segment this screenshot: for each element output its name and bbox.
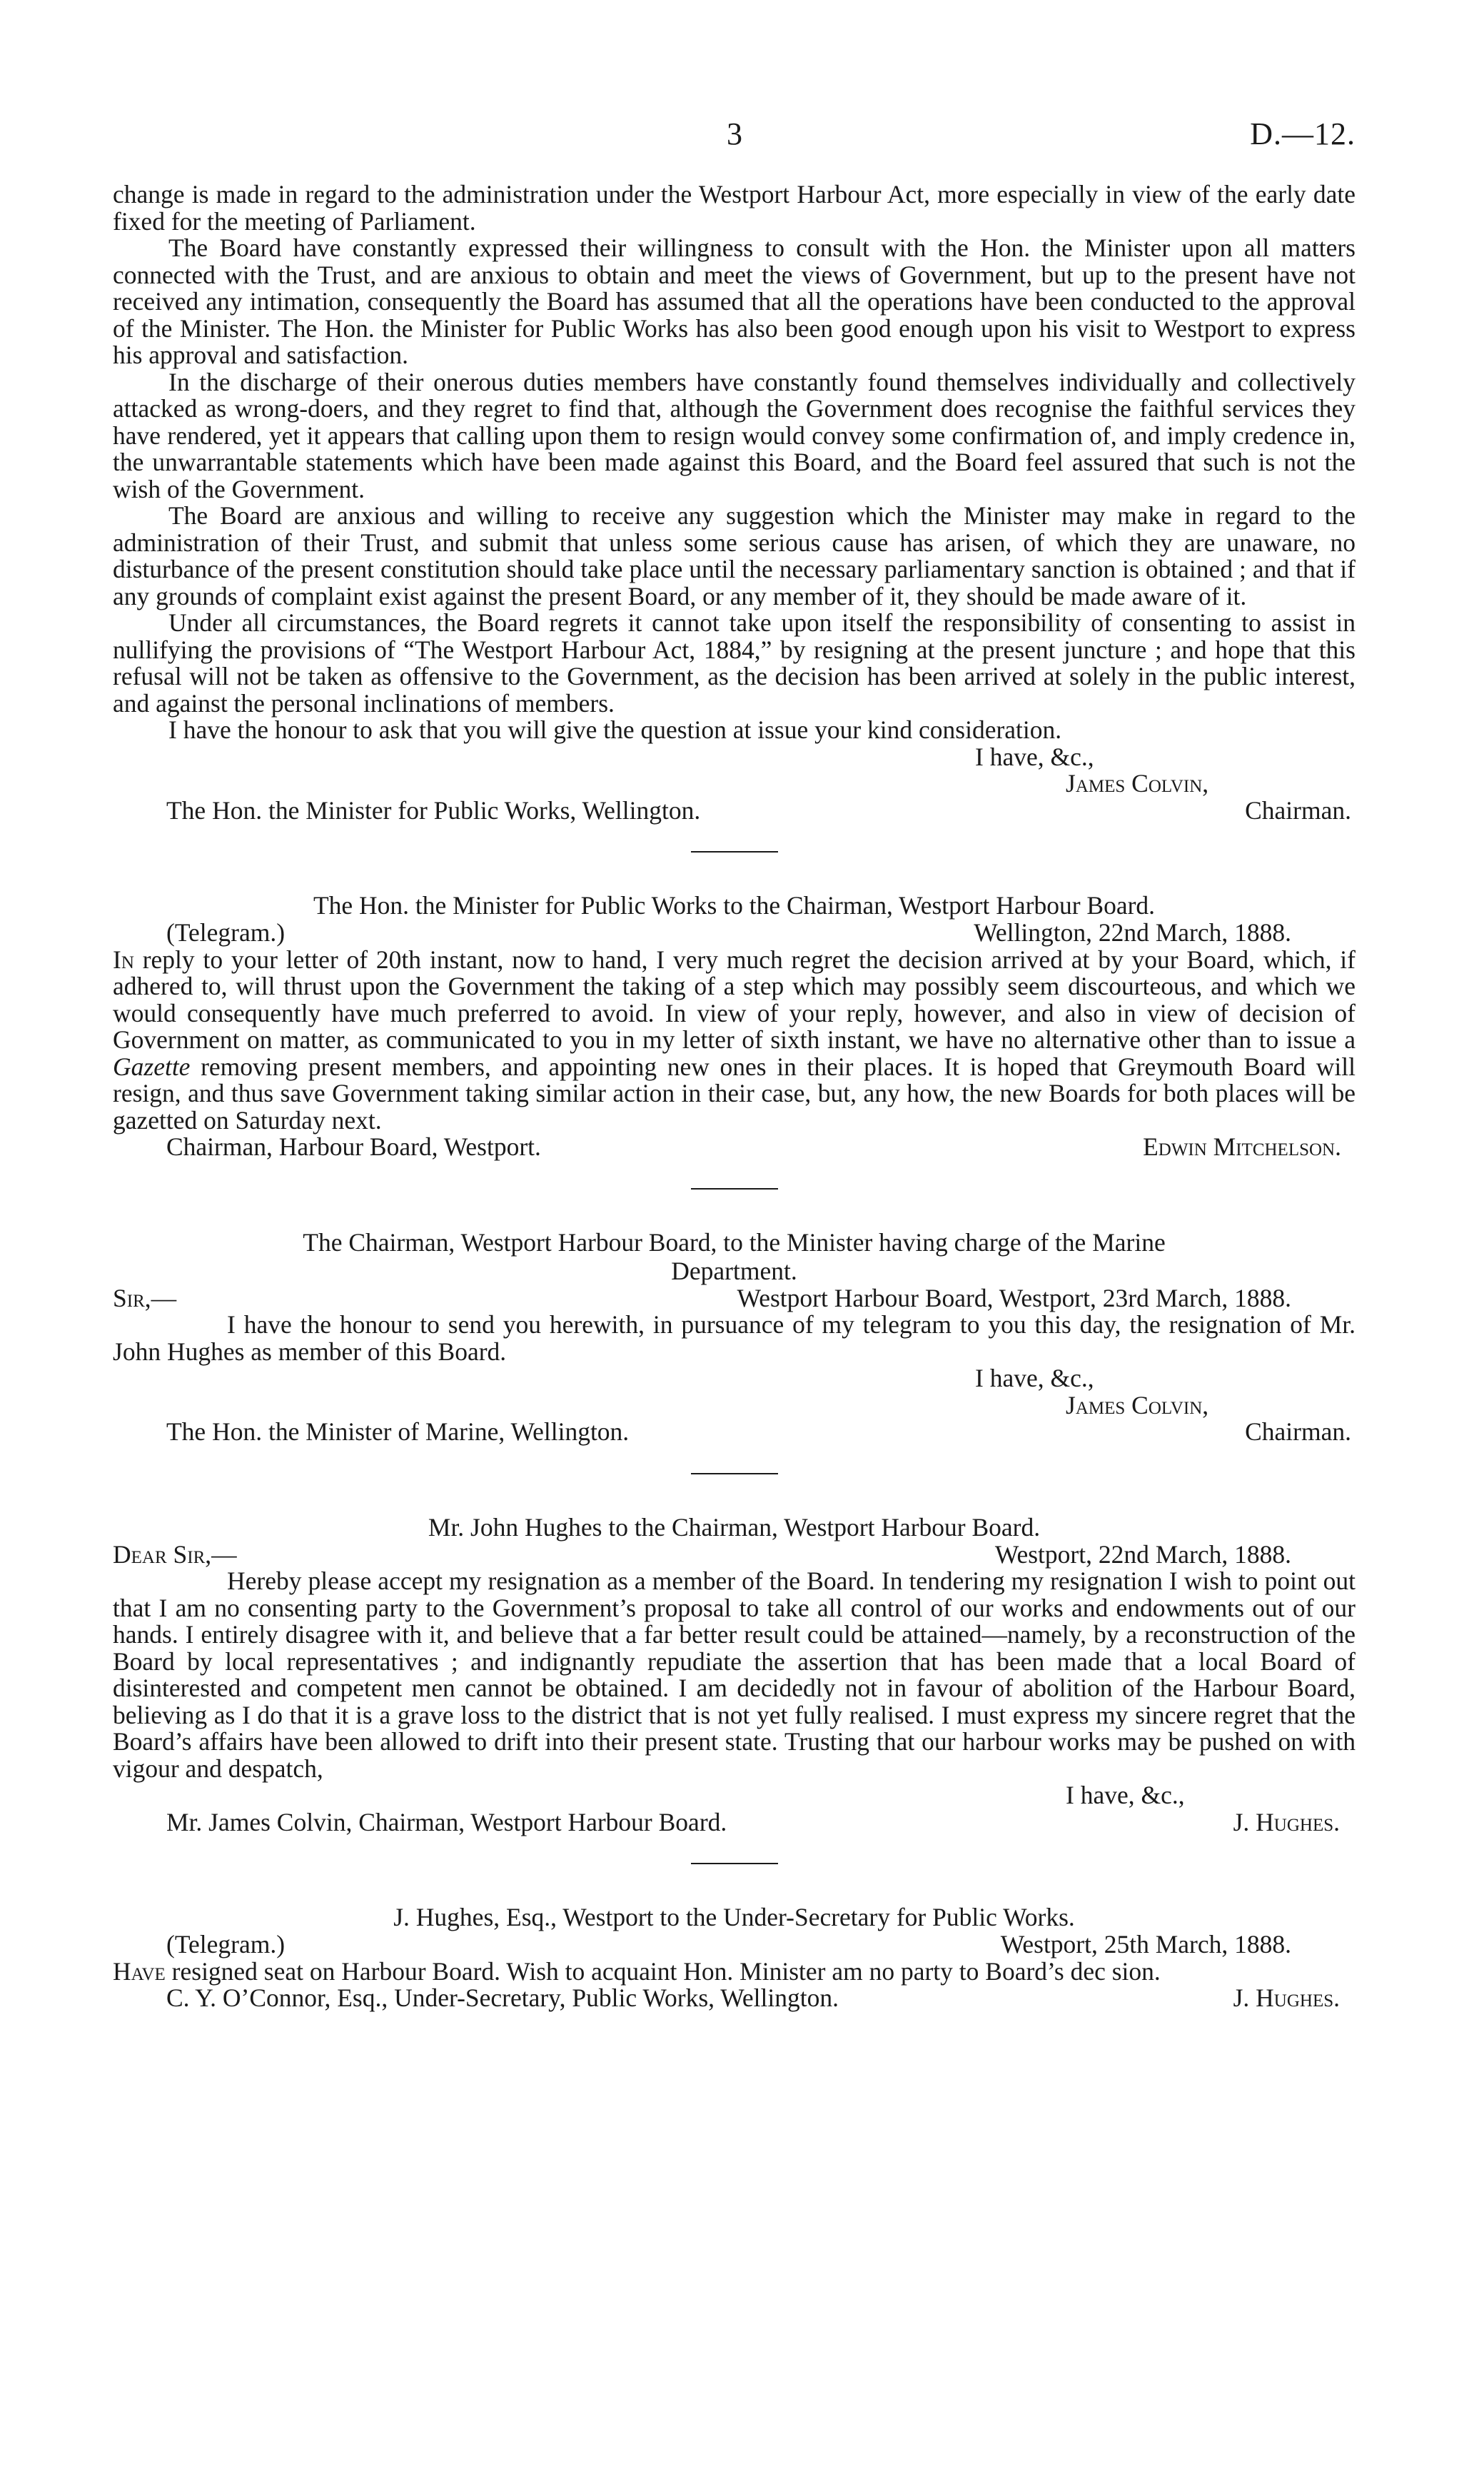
board-letter-continuation <box>113 181 1356 744</box>
signature-block <box>113 1782 1356 1836</box>
letter-heading: Mr. John Hughes to the Chairman, Westport Harbour Board. <box>428 1512 1041 1542</box>
letter-heading: J. Hughes, Esq., Westport to the Under-Secretary for Public Works. <box>393 1903 1075 1931</box>
signer-title: Chairman. <box>1245 795 1351 825</box>
telegram-label: (Telegram.) <box>166 918 286 947</box>
document-reference: D.—12. <box>1250 116 1356 151</box>
signer-name: J. Hughes. <box>1233 1983 1340 2012</box>
paragraph: In the discharge of their onerous duties members have constantly found themselves individually and collectively attacked as wrong-doers, and they regret to find that, although the Government does recognise the faithful services they have rendered, yet it appears that calling upon them to resign would convey some confirmation of, and imply credence in, the unwarrantable statements which have been made against this Board, and the Board feel assured that such is not the wish of the Government. <box>113 367 1356 503</box>
telegram-label: (Telegram.) <box>166 1930 286 1958</box>
place-date: Westport, 25th March, 1888. <box>1000 1930 1291 1958</box>
letter-body: Hereby please accept my resignation as a member of the Board. In tendering my resignation I wish to point out that I am no consenting party to the Government’s proposal to take all control of our works and endowments out of our hands. I entirely disagree with it, and believe that a far better result could be attained—namely, by a reconstruction of the Board by local representatives ; and indignantly repudiate the assertion that has been made that a local Board of disinterested and competent men cannot be obtained. I am decidedly not in favour of abolition of the Harbour Board, believing as I do that it is a grave loss to the district that is not yet fully realised. I must express my sincere regret that the Board’s affairs have been allowed to drift into their present state. Trusting that our harbour works may be pushed on with vigour and despatch, <box>113 1567 1356 1783</box>
signature-block <box>113 744 1356 825</box>
page-header <box>113 107 1356 181</box>
paragraph: change is made in regard to the administration under the Westport Harbour Act, more especially in view of the early date fixed for the meeting of Parliament. <box>113 180 1356 236</box>
salutation: Dear Sir,— <box>113 1539 237 1569</box>
page-number: 3 <box>727 116 742 151</box>
closing: I have, &c., <box>1066 1781 1185 1809</box>
addressee: Chairman, Harbour Board, Westport. <box>166 1132 541 1161</box>
telegram-body: Have resigned seat on Harbour Board. Wish to acquaint Hon. Minister am no party to Board’s dec sion. <box>113 1956 1161 1986</box>
addressee: The Hon. the Minister for Public Works, Wellington. <box>166 795 701 825</box>
addressee: The Hon. the Minister of Marine, Wellington. <box>166 1417 630 1446</box>
place-date: Westport Harbour Board, Westport, 23rd March, 1888. <box>737 1283 1291 1312</box>
paragraph: I have the honour to ask that you will give the question at issue your kind consideration. <box>168 715 1062 744</box>
addressee: C. Y. O’Connor, Esq., Under-Secretary, Public Works, Wellington. <box>166 1983 839 2012</box>
letter-heading: The Chairman, Westport Harbour Board, to the Minister having charge of the Marine Department. <box>303 1227 1166 1285</box>
closing: I have, &c., <box>975 1364 1094 1392</box>
paragraph: The Board are anxious and willing to receive any suggestion which the Minister may make in regard to the administration of their Trust, and submit that unless some serious cause has arisen, of which they are unaware, no disturbance of the present constitution should take place until the necessary parliamentary sanction is obtained ; and that if any grounds of complaint exist against the present Board, or any member of it, they should be made aware of it. <box>113 501 1356 610</box>
signer-name: J. Hughes. <box>1233 1807 1340 1836</box>
addressee: Mr. James Colvin, Chairman, Westport Harbour Board. <box>166 1807 727 1836</box>
closing: I have, &c., <box>975 742 1094 771</box>
letter-body: I have the honour to send you herewith, in pursuance of my telegram to you this day, the resignation of Mr. John Hughes as member of this Board. <box>113 1310 1356 1366</box>
signature-block <box>113 1365 1356 1446</box>
place-date: Wellington, 22nd March, 1888. <box>974 918 1291 947</box>
signer-name: Edwin Mitchelson. <box>1143 1132 1341 1161</box>
paragraph: The Board have constantly expressed their willingness to consult with the Hon. the Minister upon all matters connected with the Trust, and are anxious to obtain and meet the views of Government, but up to the present have not received any intimation, consequently the Board has assumed that all the operations have been conducted to the approval of the Minister. The Hon. the Minister for Public Works has also been good enough upon his visit to Westport to express his approval and satisfaction. <box>113 233 1356 369</box>
telegram-body: In reply to your letter of 20th instant, now to hand, I very much regret the decision arrived at by your Board, which, if adhered to, will thrust upon the Government the taking of a step which may possibly seem discourteous, and which we would consequently have much preferred to avoid. In view of your reply, however, and also in view of decision of Government on matter, as communicated to you in my letter of sixth instant, we have no alternative other than to issue a Gazette removing present members, and appointing new ones in their places. It is hoped that Greymouth Board will resign, and thus save Government taking similar action in their case, but, any how, the new Boards for both places will be gazetted on Saturday next. <box>113 945 1356 1135</box>
paragraph: Under all circumstances, the Board regrets it cannot take upon itself the responsibility of consenting to assist in nullifying the provisions of “The Westport Harbour Act, 1884,” by resigning at the present juncture ; and hope that this refusal will not be taken as offensive to the Government, as the decision has been arrived at solely in the public interest, and against the personal inclinations of members. <box>113 608 1356 718</box>
place-date: Westport, 22nd March, 1888. <box>994 1539 1291 1569</box>
salutation: Sir,— <box>113 1283 177 1312</box>
signer-name: James Colvin, <box>1066 1390 1209 1419</box>
letter-heading: The Hon. the Minister for Public Works to the Chairman, Westport Harbour Board. <box>313 891 1156 920</box>
signer-name: James Colvin, <box>1066 769 1209 798</box>
signer-title: Chairman. <box>1245 1417 1351 1446</box>
